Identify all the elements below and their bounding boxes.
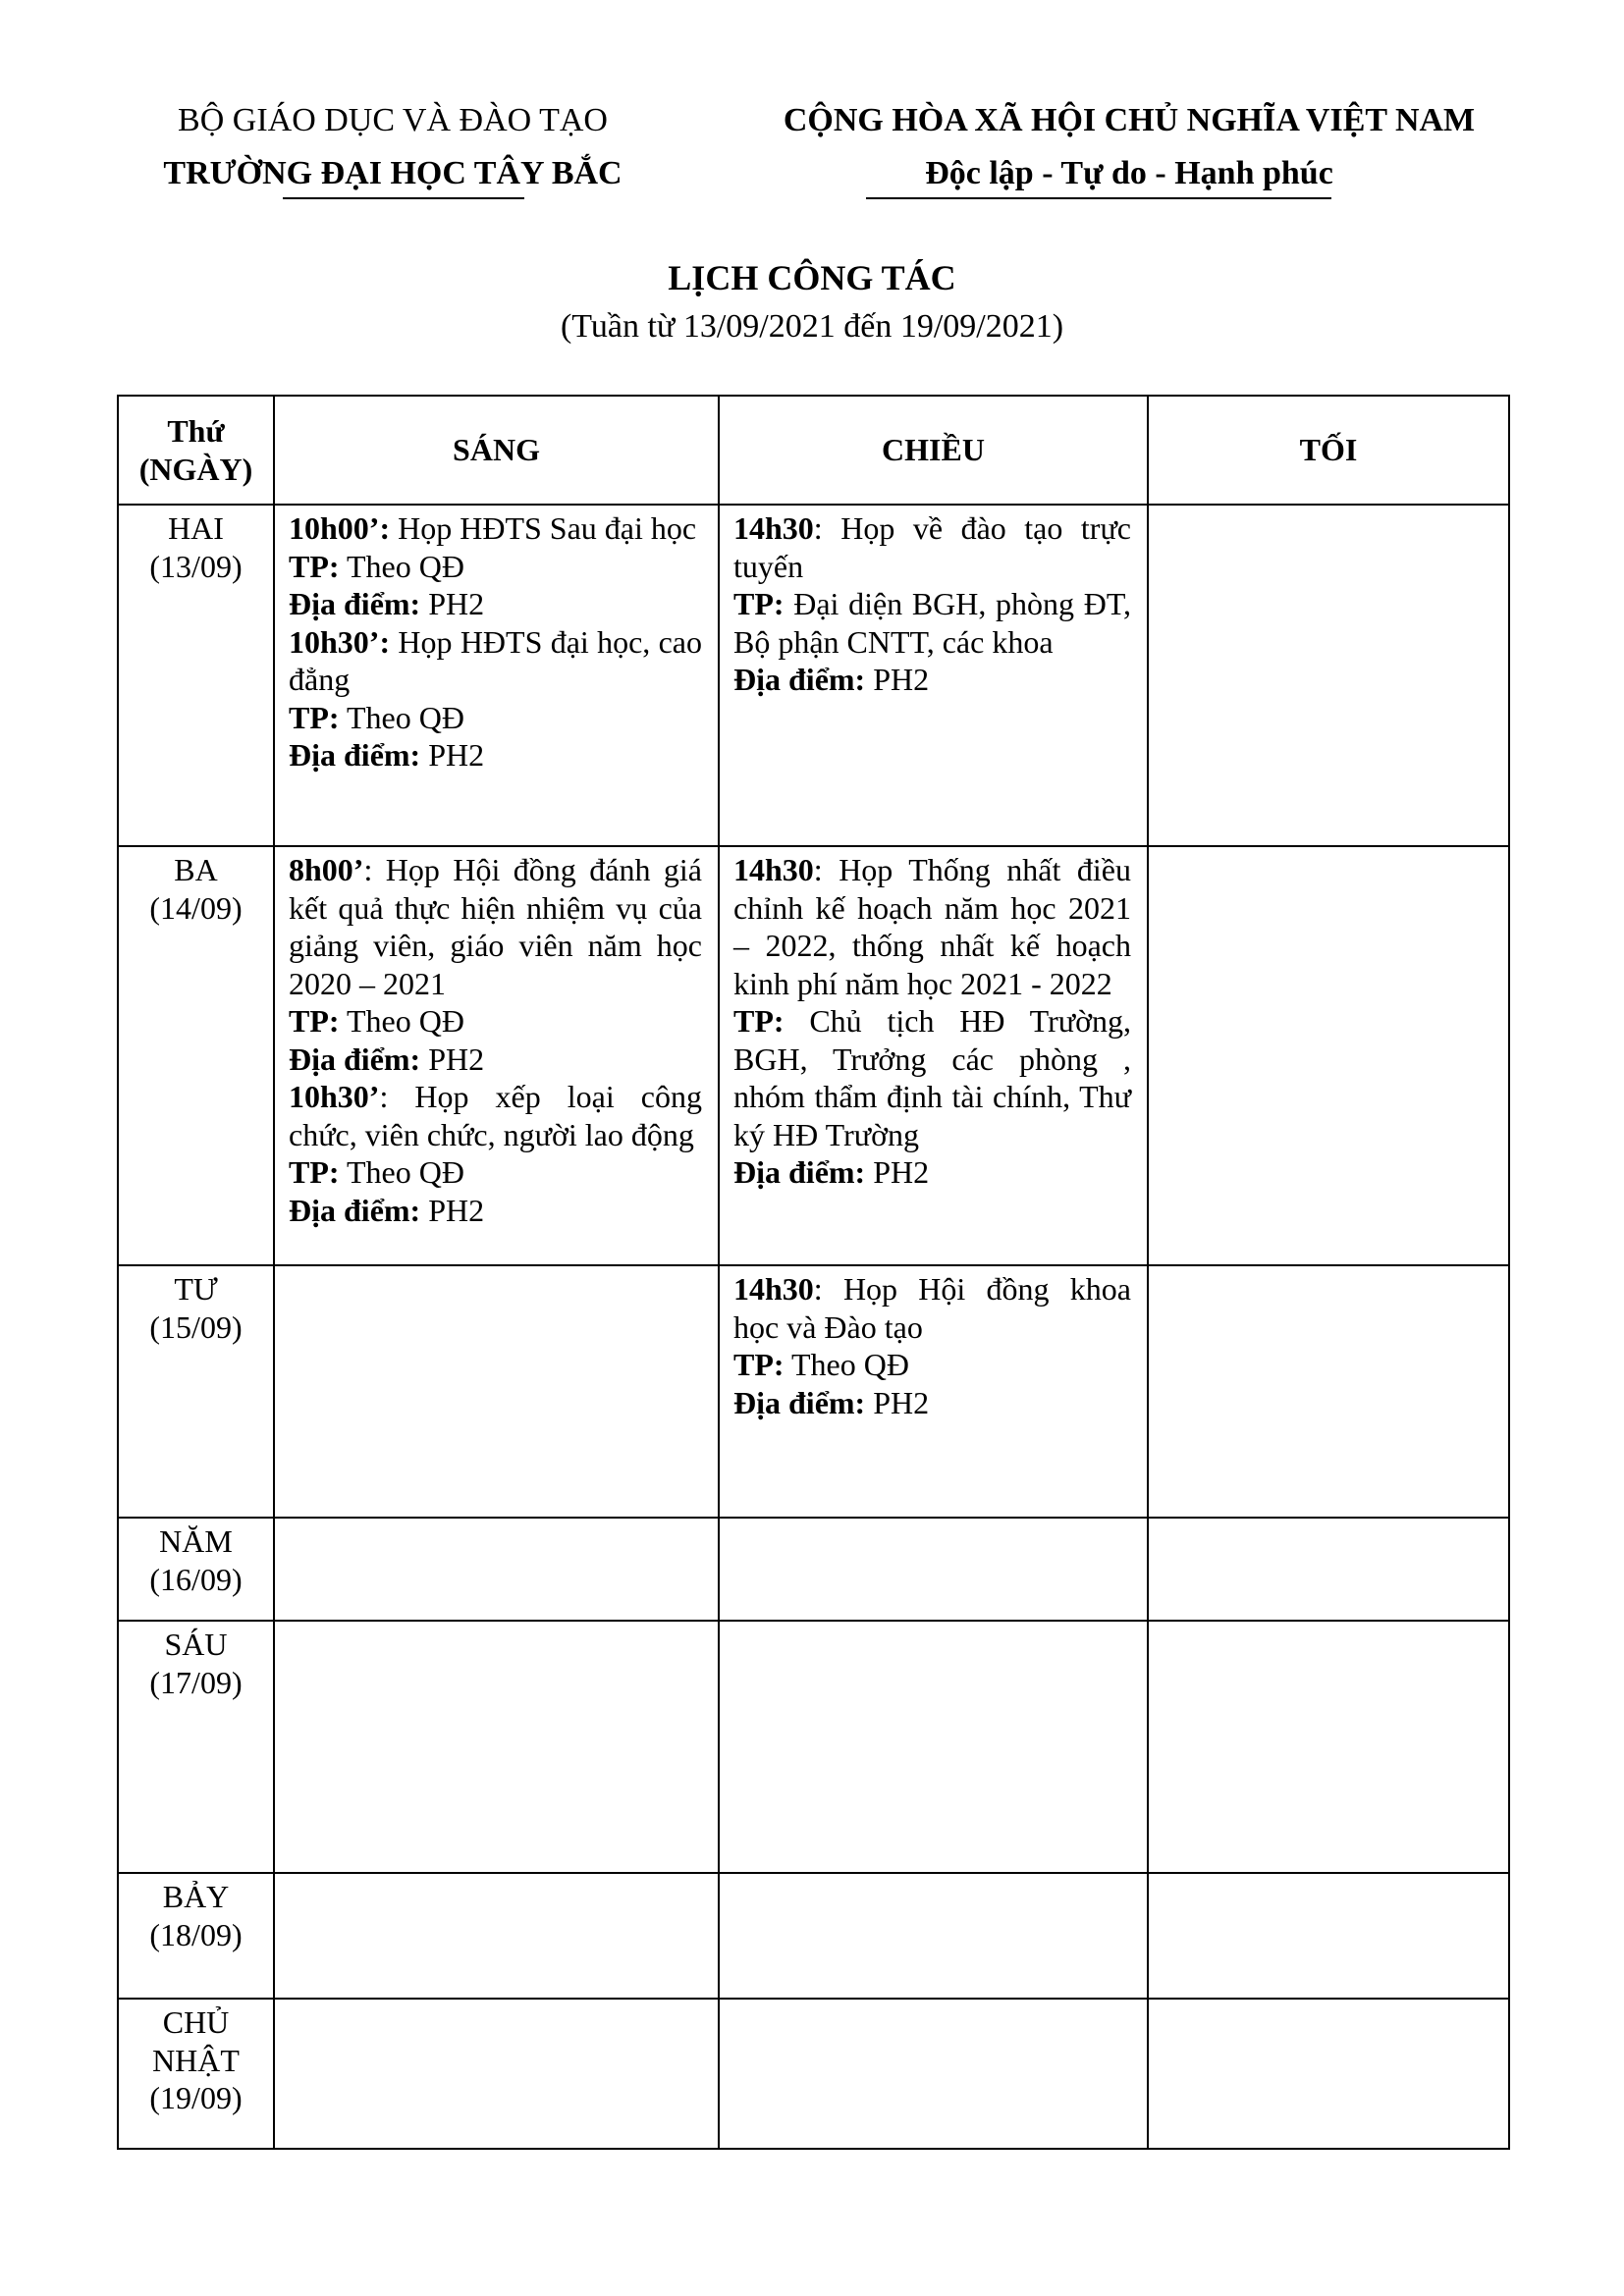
header-day-line1: Thứ xyxy=(167,413,225,449)
schedule-body xyxy=(118,505,1509,2149)
entry-label: TP: xyxy=(289,1003,340,1039)
entry-text: PH2 xyxy=(865,1154,930,1190)
schedule-table xyxy=(117,395,1510,2150)
evening-cell xyxy=(1148,1621,1509,1873)
republic-name: CỘNG HÒA XÃ HỘI CHỦ NGHĨA VIỆT NAM xyxy=(783,102,1476,138)
entry-text: Chủ tịch HĐ Trường, BGH, Trưởng các phòng , nhóm thẩm định tài chính, Thư ký HĐ Trường xyxy=(733,1003,1131,1152)
table-row xyxy=(118,1999,1509,2149)
evening-cell xyxy=(1148,1518,1509,1621)
day-date: (13/09) xyxy=(149,548,243,584)
header-day xyxy=(118,396,274,505)
table-row xyxy=(118,846,1509,1265)
motto-underline xyxy=(866,197,1331,199)
morning-entry xyxy=(289,851,702,1002)
day-cell xyxy=(118,1873,274,1999)
day-cell xyxy=(118,1999,274,2149)
day-date: (15/09) xyxy=(149,1308,243,1345)
morning-cell xyxy=(274,1873,719,1999)
afternoon-cell xyxy=(719,846,1148,1265)
afternoon-entry xyxy=(733,1384,1131,1422)
entry-time: 14h30 xyxy=(733,852,814,887)
entry-text: PH2 xyxy=(865,1384,930,1420)
day-cell xyxy=(118,846,274,1265)
morning-entry xyxy=(289,585,702,623)
entry-text: Theo QĐ xyxy=(339,699,464,735)
morning-cell xyxy=(274,1999,719,2149)
entry-text: PH2 xyxy=(420,1192,485,1228)
afternoon-entry xyxy=(733,1346,1131,1384)
header-morning: SÁNG xyxy=(274,396,719,505)
afternoon-cell xyxy=(719,1999,1148,2149)
morning-entry xyxy=(289,699,702,737)
evening-cell xyxy=(1148,1999,1509,2149)
header-right xyxy=(736,94,1522,200)
entry-text: Theo QĐ xyxy=(339,548,464,584)
title-block xyxy=(0,253,1624,351)
entry-text: : Họp xếp loại công chức, viên chức, người lao động xyxy=(289,1079,702,1152)
entry-time: 10h30’: xyxy=(289,623,391,660)
afternoon-cell xyxy=(719,1518,1148,1621)
day-name: BẢY xyxy=(162,1879,230,1914)
entry-text: PH2 xyxy=(420,1041,485,1077)
day-cell xyxy=(118,1621,274,1873)
morning-entry xyxy=(289,1002,702,1041)
evening-cell xyxy=(1148,1873,1509,1999)
afternoon-cell xyxy=(719,1621,1148,1873)
afternoon-entry xyxy=(733,851,1131,1002)
entry-label: TP: xyxy=(289,548,340,584)
day-name: CHỦ xyxy=(162,2004,230,2040)
entry-text: PH2 xyxy=(865,662,930,697)
day-date: (18/09) xyxy=(149,1916,243,1952)
evening-cell xyxy=(1148,846,1509,1265)
national-motto: Độc lập - Tự do - Hạnh phúc xyxy=(925,155,1333,191)
day-cell xyxy=(118,1265,274,1518)
entry-label: TP: xyxy=(733,586,785,621)
entry-time: 10h00’: xyxy=(289,510,391,546)
morning-cell xyxy=(274,1621,719,1873)
evening-cell xyxy=(1148,505,1509,846)
day-date: (17/09) xyxy=(149,1664,243,1700)
morning-entry xyxy=(289,1153,702,1192)
page-subtitle: (Tuần từ 13/09/2021 đến 19/09/2021) xyxy=(560,308,1064,345)
afternoon-entry xyxy=(733,661,1131,699)
day-date: (19/09) xyxy=(149,2080,243,2115)
afternoon-cell xyxy=(719,505,1148,846)
day-name: NĂM xyxy=(159,1523,233,1559)
entry-label: Địa điểm: xyxy=(289,737,421,773)
school-name: TRƯỜNG ĐẠI HỌC TÂY BẮC xyxy=(163,155,623,191)
entry-text: Theo QĐ xyxy=(339,1003,464,1039)
day-name: SÁU xyxy=(164,1627,228,1662)
morning-cell xyxy=(274,1265,719,1518)
ministry-name: BỘ GIÁO DỤC VÀ ĐÀO TẠO xyxy=(178,102,608,138)
morning-cell xyxy=(274,846,719,1265)
day-name: BA xyxy=(174,852,218,887)
entry-text: Theo QĐ xyxy=(784,1347,909,1382)
morning-entry xyxy=(289,736,702,774)
entry-label: Địa điểm: xyxy=(733,1154,866,1190)
entry-label: Địa điểm: xyxy=(733,662,866,697)
afternoon-entry xyxy=(733,1002,1131,1153)
day-cell xyxy=(118,505,274,846)
entry-text: : Họp Hội đồng khoa học và Đào tạo xyxy=(733,1271,1131,1345)
morning-entry xyxy=(289,548,702,586)
table-row xyxy=(118,505,1509,846)
morning-entry xyxy=(289,1041,702,1079)
entry-text: Đại diện BGH, phòng ĐT, Bộ phận CNTT, các khoa xyxy=(733,586,1131,660)
entry-label: TP: xyxy=(733,1003,785,1039)
entry-text: : Họp về đào tạo trực tuyến xyxy=(733,510,1131,584)
morning-cell xyxy=(274,1518,719,1621)
entry-label: Địa điểm: xyxy=(289,1041,421,1077)
morning-entry xyxy=(289,1192,702,1230)
entry-text: : Họp Hội đồng đánh giá kết quả thực hiện nhiệm vụ của giảng viên, giáo viên năm học 2020 – 2021 xyxy=(289,852,702,1001)
morning-entry xyxy=(289,509,702,548)
table-row xyxy=(118,1518,1509,1621)
entry-label: Địa điểm: xyxy=(733,1384,866,1420)
header-left xyxy=(137,94,648,200)
header-evening: TỐI xyxy=(1148,396,1509,505)
entry-text: Họp HĐTS Sau đại học xyxy=(390,510,697,546)
afternoon-cell xyxy=(719,1873,1148,1999)
day-date: (16/09) xyxy=(149,1561,243,1597)
table-row xyxy=(118,1265,1509,1518)
entry-time: 14h30 xyxy=(733,1271,814,1307)
day-name: NHẬT xyxy=(152,2042,240,2078)
entry-time: 10h30’ xyxy=(289,1079,380,1114)
afternoon-entry xyxy=(733,585,1131,661)
entry-text: Họp HĐTS đại học, cao đẳng xyxy=(289,623,702,697)
morning-entry xyxy=(289,623,702,699)
page-title: LỊCH CÔNG TÁC xyxy=(668,258,956,297)
evening-cell xyxy=(1148,1265,1509,1518)
table-row xyxy=(118,1621,1509,1873)
afternoon-entry xyxy=(733,1270,1131,1346)
header-day-line2: (NGÀY) xyxy=(138,451,253,487)
day-date: (14/09) xyxy=(149,889,243,926)
day-name: HAI xyxy=(168,510,224,546)
afternoon-entry xyxy=(733,1153,1131,1192)
morning-entry xyxy=(289,1078,702,1153)
afternoon-cell xyxy=(719,1265,1148,1518)
afternoon-entry xyxy=(733,509,1131,585)
morning-cell xyxy=(274,505,719,846)
entry-time: 8h00’ xyxy=(289,852,364,887)
table-header-row xyxy=(118,396,1509,505)
header-afternoon: CHIỀU xyxy=(719,396,1148,505)
entry-label: TP: xyxy=(289,699,340,735)
entry-label: TP: xyxy=(733,1347,785,1382)
entry-text: : Họp Thống nhất điều chỉnh kế hoạch năm học 2021 – 2022, thống nhất kế hoạch kinh phí năm học 2021 - 2022 xyxy=(733,852,1131,1001)
day-name: TƯ xyxy=(174,1271,218,1307)
school-underline xyxy=(283,197,524,199)
entry-text: PH2 xyxy=(420,586,485,621)
entry-label: TP: xyxy=(289,1154,340,1190)
entry-time: 14h30 xyxy=(733,510,814,546)
table-row xyxy=(118,1873,1509,1999)
entry-label: Địa điểm: xyxy=(289,586,421,621)
day-cell xyxy=(118,1518,274,1621)
entry-text: Theo QĐ xyxy=(339,1154,464,1190)
entry-text: PH2 xyxy=(420,737,485,773)
entry-label: Địa điểm: xyxy=(289,1192,421,1228)
